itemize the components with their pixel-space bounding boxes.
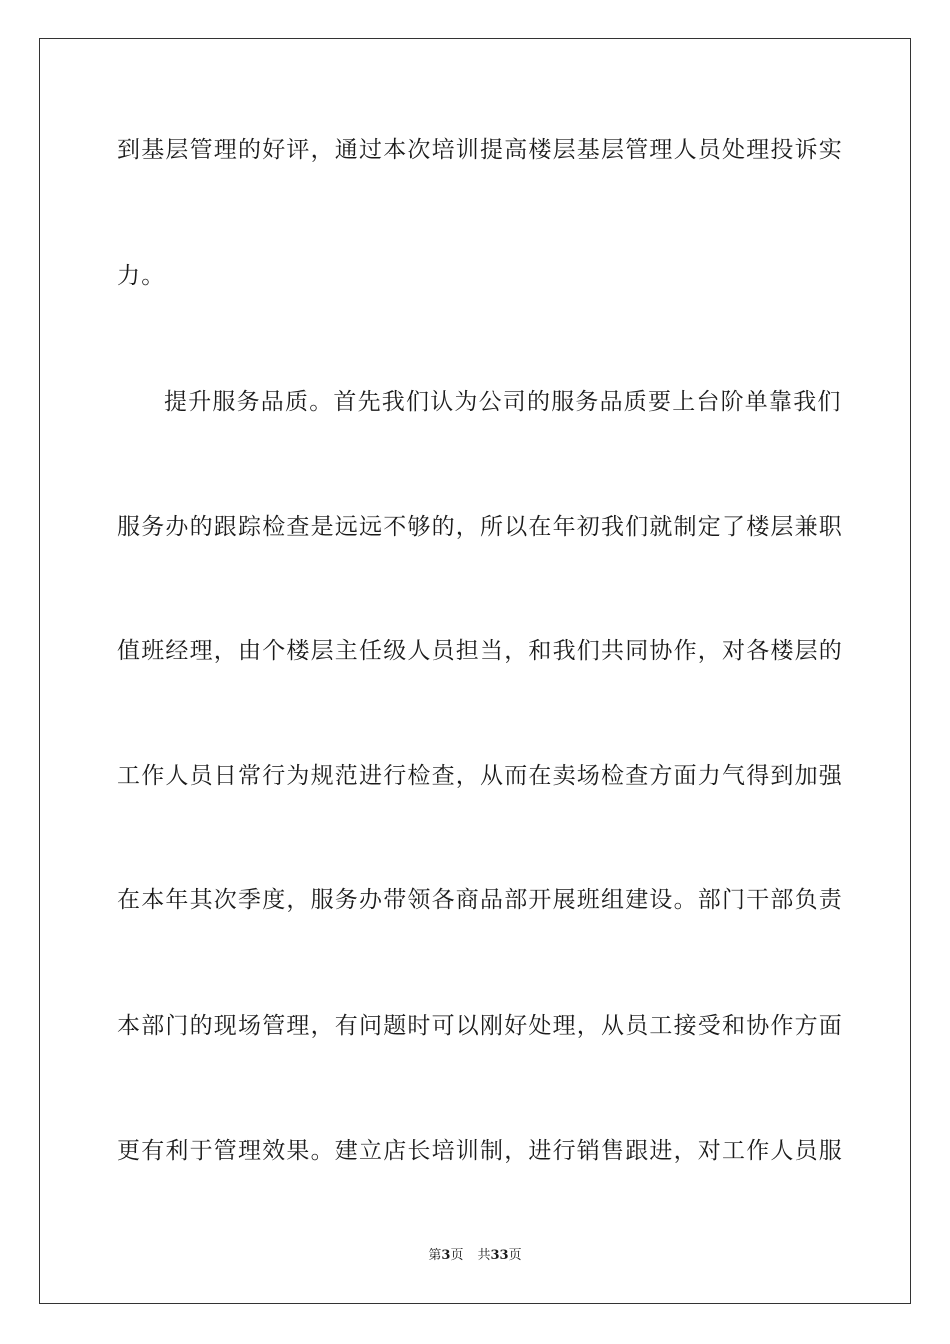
footer-page-suffix: 页 [450, 1248, 464, 1263]
current-page-number: 3 [441, 1248, 451, 1263]
body-line: 在本年其次季度，服务办带领各商品部开展班组建设。部门干部负责 [117, 887, 843, 913]
body-line: 到基层管理的好评，通过本次培训提高楼层基层管理人员处理投诉实 [117, 137, 843, 163]
body-line: 服务办的跟踪检查是远远不够的，所以在年初我们就制定了楼层兼职 [117, 514, 843, 540]
body-line: 工作人员日常行为规范进行检查，从而在卖场检查方面力气得到加强 [117, 763, 843, 789]
page-border [39, 38, 911, 1304]
body-line: 值班经理，由个楼层主任级人员担当，和我们共同协作，对各楼层的 [117, 638, 843, 664]
body-line: 力。 [117, 263, 166, 289]
body-line: 本部门的现场管理，有问题时可以刚好处理，从员工接受和协作方面 [117, 1013, 843, 1039]
footer-total-prefix: 共 [477, 1248, 491, 1263]
body-line: 更有利于管理效果。建立店长培训制，进行销售跟进，对工作人员服 [117, 1138, 843, 1164]
paragraph-first-line: 提升服务品质。首先我们认为公司的服务品质要上台阶单靠我们 [164, 389, 842, 415]
footer-prefix: 第 [428, 1248, 442, 1263]
footer-total-suffix: 页 [508, 1248, 522, 1263]
total-pages-number: 33 [490, 1248, 509, 1263]
page-footer [0, 1248, 950, 1264]
